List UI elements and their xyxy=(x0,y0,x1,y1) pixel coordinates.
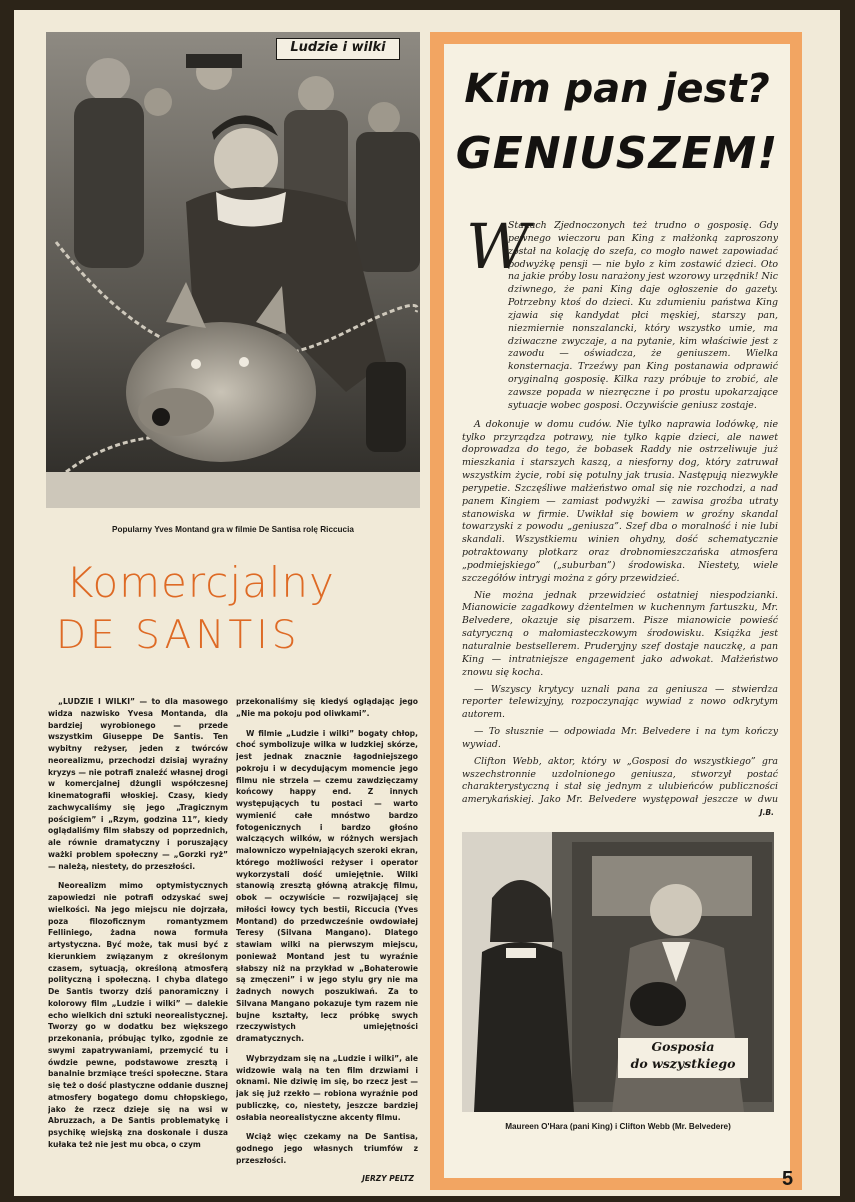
paragraph: Clifton Webb, aktor, który w „Gosposi do wszystkiego” gra wszechstronnie uzdolnionego geniusza, stworzył postać charakterystyczną i stał się jednym z ulubieńców publiczności amerykańskiej. Jako Mr. Belvedere występował jeszcze w dwu xyxy=(462,755,778,804)
left-title-line2: DE SANTIS xyxy=(56,613,301,658)
paragraph: Wciąż więc czekamy na De Santisa, godnego jego własnych triumfów z przeszłości. xyxy=(236,1132,418,1165)
paragraph: Neorealizm mimo optymistycznych zapowiedzi nie potrafi odzyskać swej wielkości. Na jego miejscu nie dojrzała, poza filozoficznym romantyzmem Felliniego, żadna nowa formuła artystyczna. Być może, tak musi być z kierunkiem związanym z określonym czasem, sytuacją, określoną atmosferą polityczną i społeczną. I chyba dlatego De Santis tworzy dziś panoramiczny i kolorowy film „Ludzie i wilki” — dalekie echo wielkich dni sztuki neorealistycznej. Tworzy go w dodatku bez większego przekonania, próbując tylko, zgodnie ze swymi zapatrywaniami, przemycić tu i ówdzie pewne, podstawowe zresztą i banalnie brzmiące treści społeczne. Stara się też o dość plastyczne oddanie dusznej atmosfery bogatego domu chłopskiego, jako że rzecz dzieje się na wsi w Abruzzach, a De Santis problematykę i psychikę wiejską zna doskonale i dusza kułaka też nie jest mu obca, o czym xyxy=(48,881,228,1149)
photo-title-tag: Ludzie i wilki xyxy=(276,38,400,60)
right-article-body xyxy=(462,220,778,804)
right-title-line1: Kim pan jest? xyxy=(464,66,770,112)
right-title-line2: GENIUSZEM! xyxy=(455,128,779,179)
right-photo-caption: Maureen O'Hara (pani King) i Clifton Webb (Mr. Belvedere) xyxy=(505,1122,731,1131)
paragraph: Nie można jednak przewidzieć ostatniej niespodzianki. Mianowicie zagadkowy dżentelmen w kuchennym fartuszku, Mr. Belvedere, okazuje się pisarzem. Pisze mianowicie powieść satyryczną o małomiasteczkowym środowisku. Książka jest naturalnie bestsellerem. Pruderyjny szef dostaje nauczkę, a pan King — intratniejsze engagement jako adwokat. Małżeństwo znowu się kocha. xyxy=(462,589,778,678)
tag-line: Gosposia xyxy=(651,1039,715,1054)
still-illustration xyxy=(46,32,420,508)
paragraph: „LUDZIE I WILKI” — to dla masowego widza nazwisko Yvesa Montanda, dla bardziej wyrobionego — przede wszystkim Giuseppe De Santis. Ten wybitny reżyser, jeden z twórców neorealizmu, przechodzi dzisiaj wyraźny kryzys — nie potrafi znaleźć własnej drogi w komercjalnej dżungli współczesnej kinematografii włoskiej. Czasy, kiedy zachwycaliśmy się jego „Tragicznym pościgiem” i „Rzym, godzina 11”, kiedy oglądaliśmy film słabszy od poprzednich, ale równie dramatyczny i poruszający ważki problem społeczny — „Gorzki ryż” — należą, niestety, do przeszłości. xyxy=(48,697,228,871)
magazine-page xyxy=(14,10,840,1196)
photo-title-tag xyxy=(618,1038,748,1078)
film-still-ludzie-i-wilki xyxy=(46,32,420,508)
right-article-author: J.B. xyxy=(759,808,774,817)
left-article-column-1 xyxy=(48,696,228,1184)
paragraph: — Wszyscy krytycy uznali pana za geniusza — stwierdza reporter telewizyjny, rozpoczynając wywiad z nowo odkrytym autorem. xyxy=(462,683,778,721)
tag-line: do wszystkiego xyxy=(630,1056,736,1071)
left-article-column-2 xyxy=(236,696,418,1174)
left-article-author: JERZY PELTZ xyxy=(362,1174,414,1183)
paragraph: — To słusznie — odpowiada Mr. Belvedere i na tym kończy wywiad. xyxy=(462,726,778,750)
drop-cap: W xyxy=(466,210,530,283)
paragraph: A dokonuje w domu cudów. Nie tylko naprawia lodówkę, nie tylko przyrządza potrawy, nie tylko kąpie dzieci, ale nawet doprowadza do tego, że bobasek Raddy nie ostrzeliwuje już mieszkania i starszych kaszą, a niesforny dog, który zatruwał wszystkim życie, robi się potulny jak trusia. Następują niezwykłe perypetie. Szczęśliwe małżeństwo omal się nie rozchodzi, a nad panem Kingiem — zamiast podwyżki — zawisa groźba utraty stanowiska w firmie. Uwikłał się bowiem w groźny skandal towarzyski z powodu „geniusza”. Szef dba o moralność i nie lubi skandali. Wszystkiemu winien ohydny, dość schematycznie potraktowany plotkarz oraz drobnomieszczańska atmosfera „podmiejskiego” („suburban”) środowiska. Niestety, wiele szczegółów intrygi można z góry przewidzieć. xyxy=(462,418,778,584)
paragraph: przekonaliśmy się kiedyś oglądając jego „Nie ma pokoju pod oliwkami”. xyxy=(236,697,418,718)
left-photo-caption: Popularny Yves Montand gra w filmie De Santisa rolę Riccucia xyxy=(112,525,354,534)
paragraph: Stanach Zjednoczonych też trudno o gosposię. Gdy pewnego wieczoru pan King z małżonką zaproszony został na kolację do szefa, co mogło nawet zapowiadać podwyżkę pensji — nie było z kim zostawić dzieci. Oto na jakie próby losu narażony jest wzorowy urzędnik! Nic dziwnego, że pani King daje ogłoszenie do gazety. Potrzebny ktoś do dzieci. Ku zdumieniu państwa King zjawia się kandydat płci męskiej, starszy pan, niezmiernie nonszalancki, który wszystko umie, ma dziwaczne zwyczaje, a na pytanie, kim właściwie jest z zawodu — oświadcza, że geniuszem. Wielka konsternacja. Trzeźwy pan King postanawia odprawić oryginalną gosposię. Kilka razy próbuje to zrobić, ale zawsze popada w niezręczne i po prostu upokarzające sytuacje wobec gosposi. Oczywiście geniusz zostaje. xyxy=(508,220,778,411)
page-number: 5 xyxy=(782,1168,794,1190)
paragraph: W filmie „Ludzie i wilki” bogaty chłop, choć symbolizuje wilka w ludzkiej skórze, jest jednak znacznie łagodniejszego pokroju i w decydującym momencie jego filmu nie strzela — czemu zawdzięczamy końcowy happy end. Z innych występujących tu postaci — warto wymienić całe mnóstwo bardzo fotogenicznych i bardzo głośno walczących wilków, w różnych wersjach malowniczo wypełniających szeroki ekran, którego możliwości reżyser i operator wykorzystali dość umiejętnie. Wilki stanowią zresztą główną atrakcję filmu, obok — oczywiście — rozwijającej się miłości łowcy tych bestii, Riccucia (Yves Montand) do przedwcześnie owdowiałej Teresy (Silvana Mangano). Dlatego stawiam wilki na pierwszym miejscu, ponieważ Montand jest tu wyraźnie słabszy niż na przykład w „Bohaterowie są zmęczeni” i w jego stylu gry nie ma żadnych nowych poszukiwań. Za to Silvana Mangano pokazuje tym razem nie bujne kształty, lecz próbkę swych rzeczywistych umiejętności dramatycznych. xyxy=(236,728,418,1043)
left-title-line1: Komercjalny xyxy=(66,558,335,607)
paragraph: Wybrzydzam się na „Ludzie i wilki”, ale widzowie walą na ten film drzwiami i oknami. Nie dziwię im się, bo rzecz jest — jak się już rzekło — robiona wyraźnie pod publiczkę, co, niestety, jeszcze bardziej osłabia neorealistyczne akcenty filmu. xyxy=(236,1053,418,1122)
